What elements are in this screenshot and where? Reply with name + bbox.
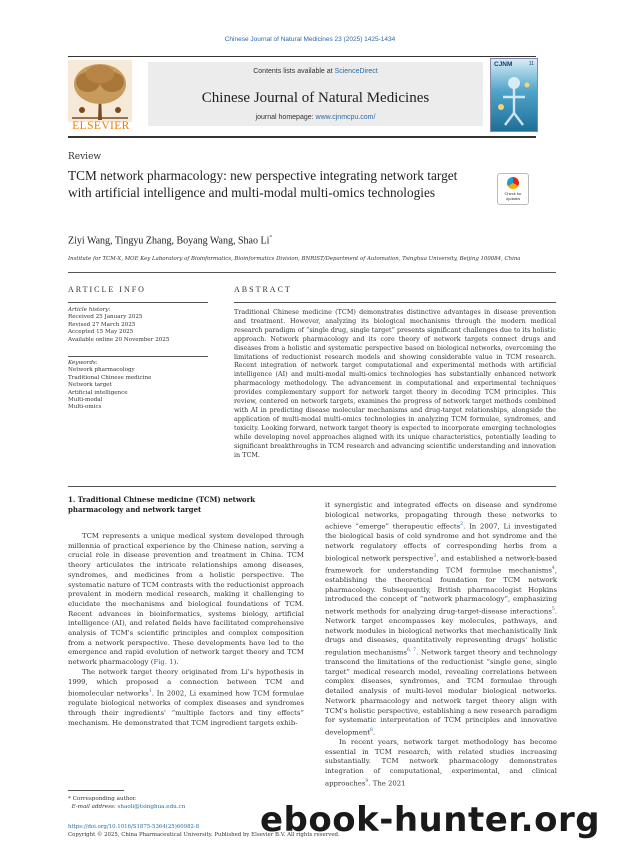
affiliation: Institute for TCM-X, MOE Key Laboratory of Bioinformatics, Bioinformatics Division, BNRIST/Department of Automation, Tsinghua University, Beijing 100084, China — [68, 256, 521, 262]
check-for-updates-badge[interactable] — [497, 173, 529, 205]
journal-citation: Chinese Journal of Natural Medicines 23 (2025) 1425-1434 — [224, 36, 396, 43]
reference-link[interactable]: 6, 7 — [406, 648, 417, 654]
reference-link[interactable]: 5 — [551, 606, 555, 612]
paragraph-text: . The 2021 — [368, 779, 406, 788]
contents-prefix: Contents lists available at — [253, 68, 335, 75]
reference-link[interactable]: 8 — [370, 727, 373, 733]
paragraph-text: . — [372, 728, 376, 737]
abstract-rule — [234, 302, 556, 303]
history-received: Received 25 January 2025 — [68, 314, 143, 321]
reference-link[interactable]: 3 — [433, 553, 437, 559]
abstract-bottom-rule — [68, 486, 556, 487]
header-top-rule — [68, 56, 536, 57]
sciencedirect-link[interactable]: ScienceDirect — [334, 68, 378, 75]
header-bottom-rule — [68, 136, 536, 138]
paragraph-text: , and established a network-based framework for understanding TCM formulae mechanisms — [325, 554, 557, 575]
paragraph-text: it synergistic and integrated effects on disease and syndrome biological networks, propagating through these networks to achieve “emerge” therapeutic effects — [325, 501, 557, 531]
check-updates-icon — [507, 177, 519, 189]
homepage-prefix: journal homepage: — [255, 114, 316, 121]
section-1-heading: 1. Traditional Chinese medicine (TCM) network pharmacology and network target — [68, 495, 256, 514]
publisher-name: ELSEVIER — [72, 120, 130, 132]
history-online: Available online 20 November 2025 — [68, 336, 170, 343]
check-updates-label: Check for updates — [504, 191, 522, 201]
contents-line — [148, 68, 483, 75]
body-column-right — [325, 501, 557, 789]
keyword-item: Network pharmacology — [68, 367, 135, 374]
affiliation-rule — [68, 272, 556, 273]
homepage-link[interactable]: www.cjnmcpu.com/ — [315, 114, 376, 121]
corresponding-author-note — [68, 795, 185, 803]
email-line — [68, 803, 185, 811]
keywords-block — [68, 360, 208, 412]
article-info-rule — [68, 302, 208, 303]
keyword-item: Multi-modal — [68, 397, 103, 404]
cover-illustration — [495, 73, 533, 127]
footnote-rule — [68, 790, 124, 791]
cover-volume: 11 — [528, 61, 534, 67]
authors-text: Ziyi Wang, Tingyu Zhang, Boyang Wang, Shao Li — [68, 235, 270, 247]
figure-1-link[interactable]: Fig. 1 — [153, 658, 174, 667]
paragraph-text: . In 2002, Li examined how TCM formulae regulate biological networks of complex diseases and syndromes through their ingredients' “multiple factors and tiny effects” mechanism. He demonstrated that TCM ingredient targets exhib- — [68, 689, 304, 727]
abstract-body: Traditional Chinese medicine (TCM) demonstrates distinctive advantages in disease prevention and treatment. However, analyzing its biological mechanisms through the modern medical research paradigm of “single drug, single target” presents significant challenges due to its holistic approach. Network pharmacology and its core theory of network targets connect drugs and diseases from a holistic and systematic perspective based on biological networks, overcoming the limitations of reductionist research models and showing considerable value in TCM research. Recent integration of network target computational and experimental methods with artificial intelligence (AI) and multi-modal multi-omics technologies has substantially enhanced network pharmacology methodology. The advancement in computational and experimental techniques provides complementary support for network target theory in decoding TCM principles. This review, centered on network targets, examines the progress of network target methods combined with AI in predicting disease molecular mechanisms and drug-target relationships, alongside the application of multi-modal multi-omics technologies in analyzing TCM formulae, syndromes, and toxicity. Looking forward, network target theory is expected to incorporate emerging technologies while developing novel approaches aligned with its unique characteristics, potentially leading to significant breakthroughs in TCM research and advancing scientific understanding and innovation in TCM. — [234, 308, 556, 459]
email-label: E-mail address: — [71, 804, 116, 810]
article-info-heading: ARTICLE INFO — [68, 285, 146, 294]
footnote-mark: * — [68, 796, 71, 802]
cover-title: CJNM — [494, 61, 513, 68]
keyword-item: Multi-omics — [68, 404, 102, 411]
keywords-label: Keywords: — [68, 360, 98, 366]
journal-title: Chinese Journal of Natural Medicines — [201, 90, 430, 106]
article-title: TCM network pharmacology: new perspective integrating network target with artificial intelligence and multi-modal multi-omics technologies — [68, 168, 458, 200]
corresponding-author-mark[interactable]: * — [269, 235, 273, 241]
reference-link[interactable]: 1 — [148, 689, 152, 695]
paragraph — [325, 501, 557, 738]
reference-link[interactable]: 4 — [551, 565, 555, 571]
watermark: ebook-hunter.org — [260, 800, 601, 840]
paragraph-text: In recent years, network target methodology has become essential in TCM research, with related studies increasing substantially. TCM network pharmacology demonstrates integration of computational, experimental, and clinical approaches — [325, 737, 557, 788]
paragraph-text: TCM represents a unique medical system developed through millennia of practical experience by the Chinese nation, serving a crucial role in disease prevention and treatment in China. TCM theory articulates the intricate relationships among diseases, syndromes, and medicines from a holistic perspective. The systematic nature of TCM contrasts with the reductionist approach prevalent in modern medical research, making it challenging to elucidate the mechanisms and biological foundations of TCM. Recent advances in bioinformatics, systems biology, artificial intelligence (AI), and related fields have facilitated comprehensive analysis of TCM's scientific principles and complex composition from a network perspective. These developments have led to the emergence and rapid evolution of network target theory and TCM network pharmacology ( — [68, 532, 304, 667]
history-accepted: Accepted 15 May 2025 — [68, 329, 134, 336]
paragraph-text: ). — [173, 658, 179, 667]
abstract-heading: ABSTRACT — [234, 285, 292, 294]
history-label: Article history: — [68, 307, 111, 313]
author-list — [68, 235, 272, 246]
paragraph — [325, 738, 557, 789]
keyword-item: Traditional Chinese medicine — [68, 374, 152, 381]
paragraph — [68, 668, 304, 729]
footnote — [68, 795, 185, 811]
homepage-line — [148, 114, 483, 121]
article-type: Review — [68, 152, 102, 162]
doi-link[interactable]: https://doi.org/10.1016/S1875-5364(25)60982-8 — [68, 824, 200, 830]
paragraph-text: The network target theory originated from Li's hypothesis in 1999, which proposed a connection between TCM and biomolecular networks — [68, 667, 304, 698]
article-history — [68, 307, 208, 344]
paragraph-text: . In 2007, Li investigated the biological basis of cold syndrome and hot syndrome and the network regulatory effects of corresponding herbs from a biological network perspective — [325, 522, 557, 563]
keyword-item: Artificial intelligence — [68, 389, 128, 396]
footnote-label: Corresponding author. — [70, 796, 137, 802]
journal-cover-image — [490, 58, 538, 132]
keyword-item: Network target — [68, 382, 112, 389]
paragraph-text: , establishing the theoretical foundation for TCM network pharmacology. Subsequently, British pharmacologist Hopkins introduced the concept of “network pharmacology”, emphasizing network methods for analyzing drug-target-disease interactions — [325, 566, 557, 616]
email-link[interactable]: shaoli@tsinghua.edu.cn — [117, 804, 186, 810]
body-column-left — [68, 532, 304, 728]
reference-link[interactable]: 2 — [460, 522, 464, 528]
paragraph — [68, 532, 304, 668]
paragraph-text: . Network target theory and technology transcend the limitations of the reductionist “single gene, single target” medical research model, revealing correlations between complex diseases, syndromes, and TCM formulae through detailed analysis of multi-level modular biological networks. Network pharmacology and network target theory align with TCM's holistic perspective, establishing a new research paradigm for systematic interpretation of TCM principles and innovative development — [325, 648, 557, 737]
keywords-rule — [68, 356, 208, 357]
history-revised: Revised 27 March 2025 — [68, 321, 136, 328]
copyright-text: Copyright © 2025, China Pharmaceutical University. Published by Elsevier B.V. All rights reserved. — [68, 831, 340, 838]
reference-link[interactable]: 9 — [365, 778, 369, 784]
paragraph-text: . Network target encompasses key molecules, pathways, and network modules in biological networks that mechanistically link drugs and diseases, quantitatively representing drugs' holistic regulation mechanisms — [325, 607, 557, 657]
elsevier-tree-logo — [68, 60, 132, 122]
